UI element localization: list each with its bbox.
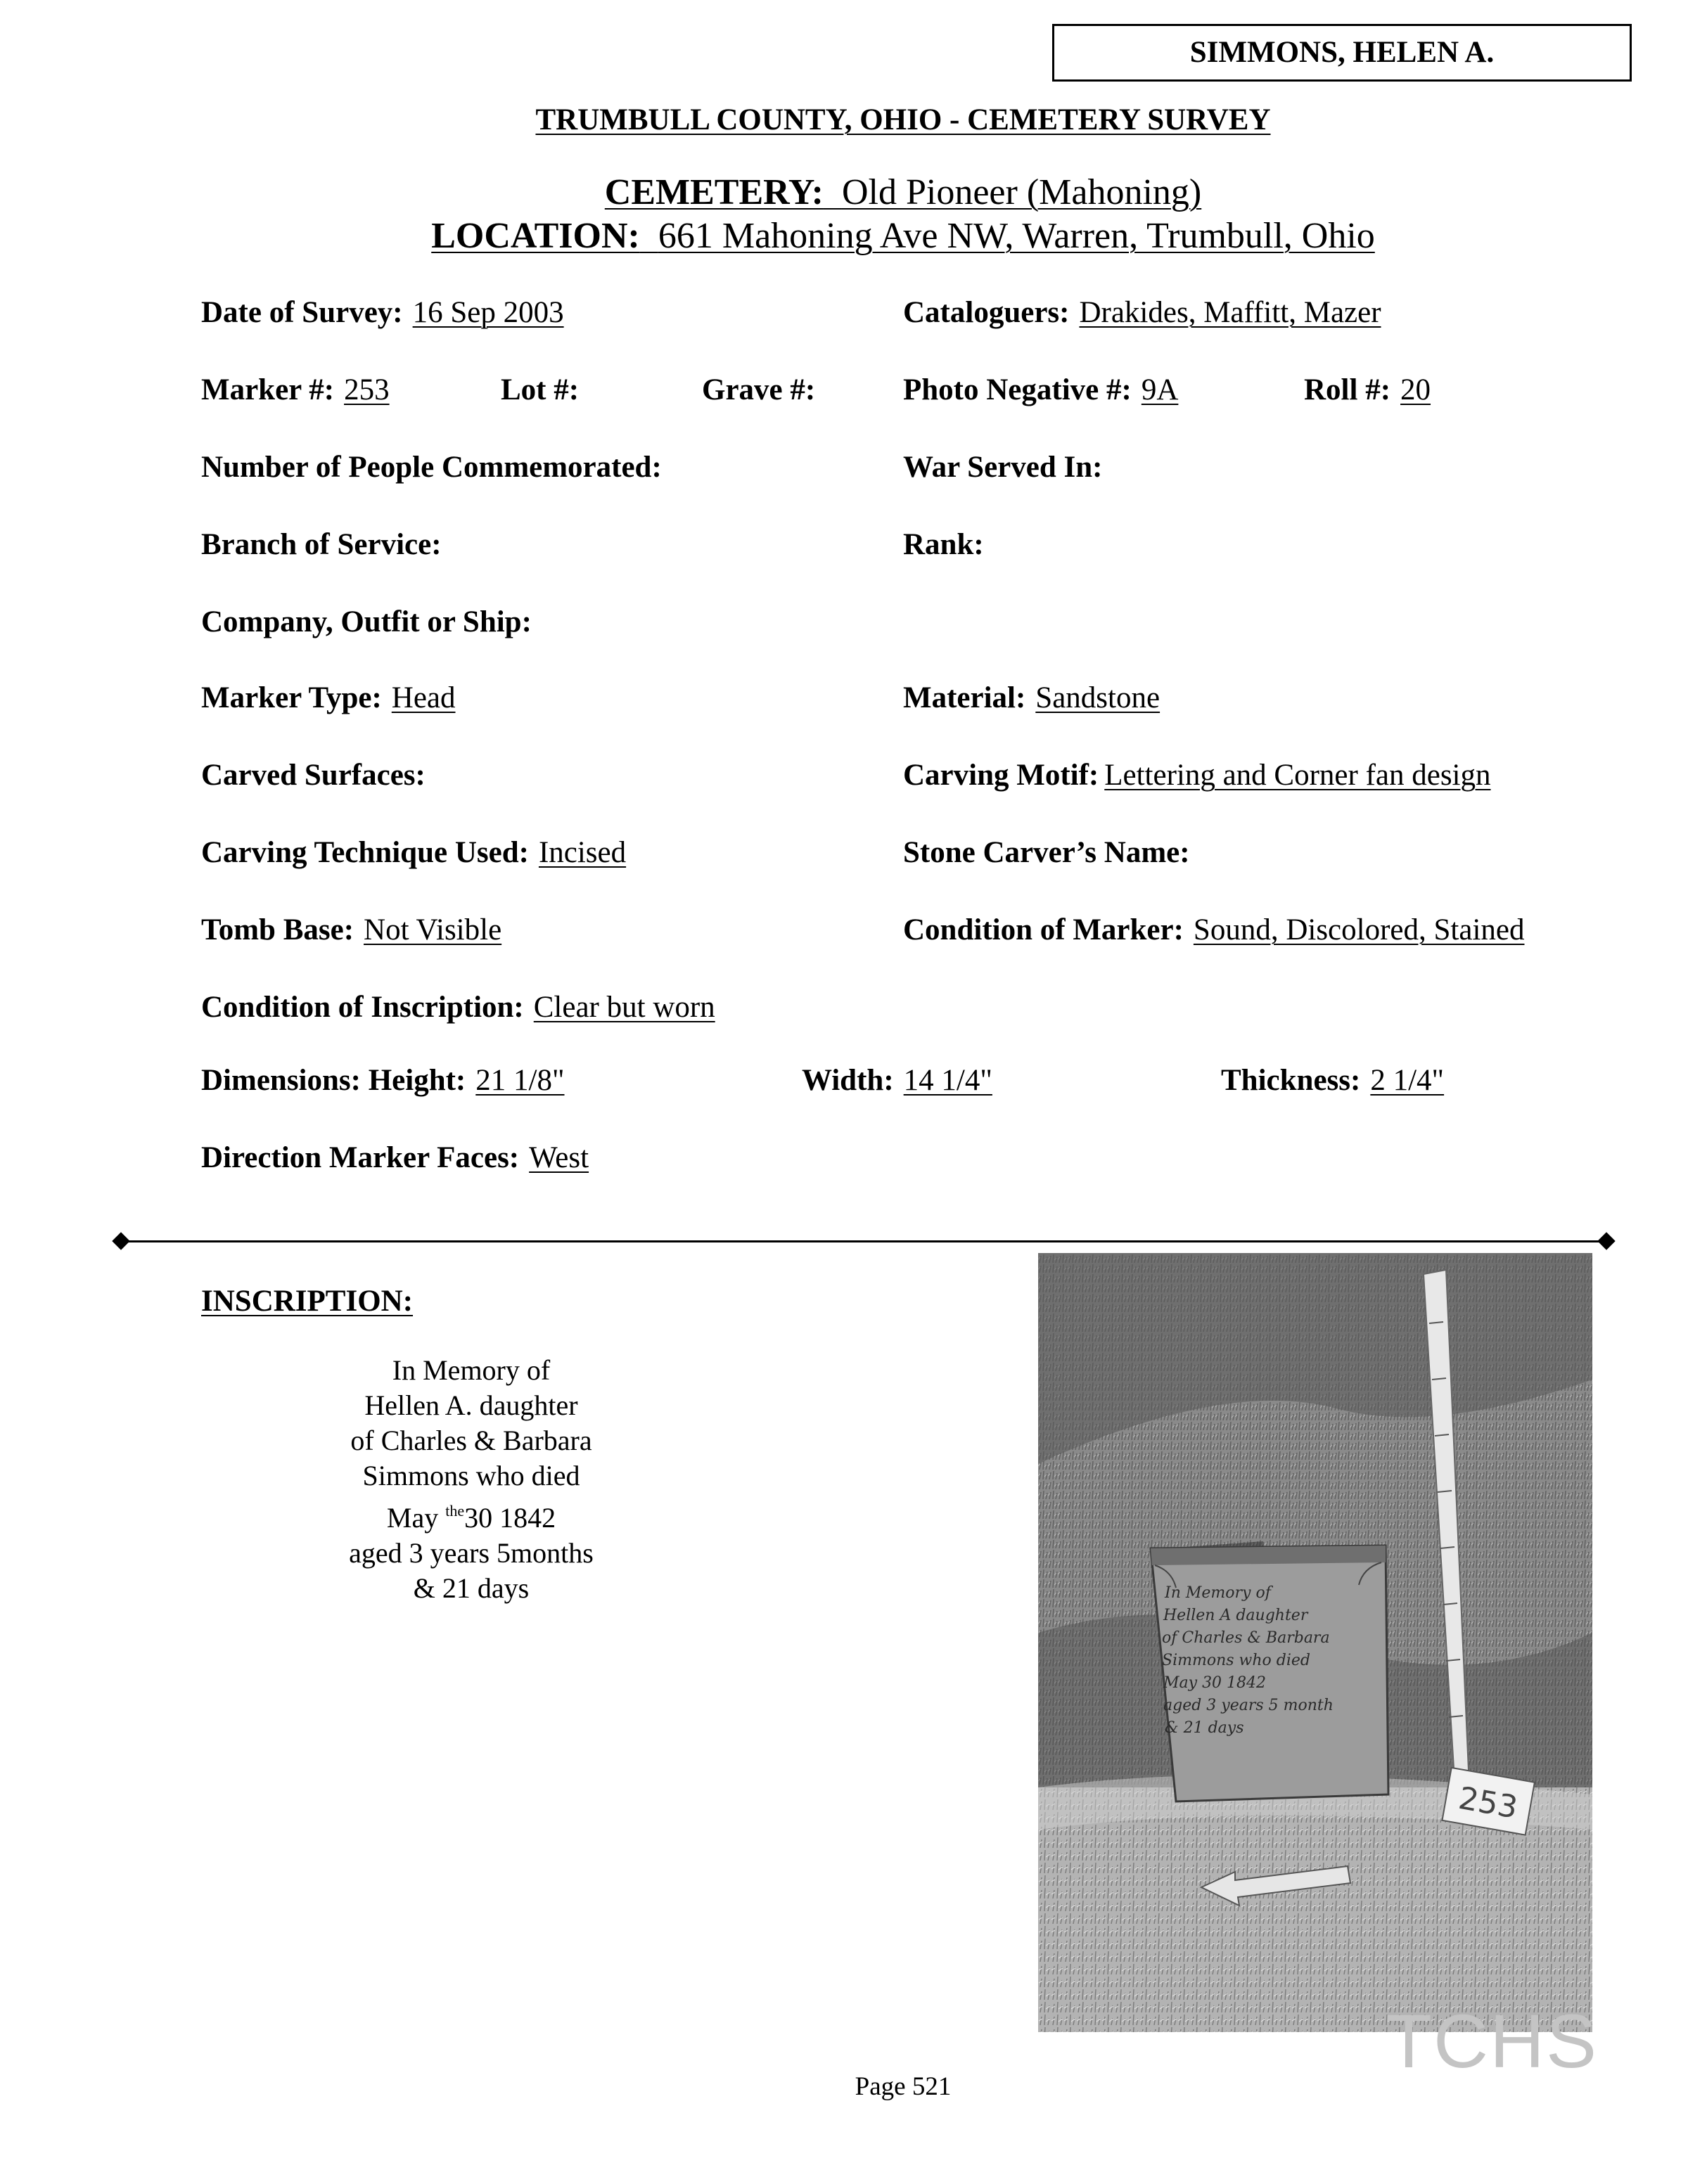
photo-negative-label: Photo Negative #: <box>903 373 1132 406</box>
carving-motif-value: Lettering and Corner fan design <box>1104 759 1491 792</box>
roll-number-field <box>1304 373 1431 407</box>
inscription-line: aged 3 years 5months <box>349 1537 594 1569</box>
location-line <box>0 215 1688 257</box>
condition-of-inscription-label: Condition of Inscription: <box>201 991 524 1024</box>
company-outfit-ship-label: Company, Outfit or Ship: <box>201 605 532 638</box>
company-outfit-ship-field <box>201 605 542 639</box>
dimensions-height-field <box>201 1063 565 1098</box>
stone-line: Simmons who died <box>1162 1652 1310 1669</box>
condition-of-marker-value: Sound, Discolored, Stained <box>1193 913 1525 946</box>
war-served-in-label: War Served In: <box>903 451 1103 484</box>
inscription-line: & 21 days <box>413 1572 530 1604</box>
section-divider <box>121 1240 1606 1242</box>
roll-number-label: Roll #: <box>1304 373 1391 406</box>
stone-line: May 30 1842 <box>1163 1674 1267 1692</box>
direction-marker-faces-value: West <box>529 1141 589 1174</box>
carving-motif-label: Carving Motif: <box>903 759 1099 792</box>
marker-number-field <box>201 373 390 407</box>
cataloguers-label: Cataloguers: <box>903 296 1070 329</box>
marker-type-value: Head <box>391 681 456 714</box>
date-of-survey-field <box>201 295 564 330</box>
survey-title: TRUMBULL COUNTY, OHIO - CEMETERY SURVEY <box>535 103 1271 136</box>
grave-number-field <box>702 373 825 407</box>
date-of-survey-value: 16 Sep 2003 <box>412 296 564 329</box>
condition-of-inscription-value: Clear but worn <box>533 991 715 1024</box>
branch-of-service-field <box>201 527 452 562</box>
marker-type-field <box>201 681 456 715</box>
stone-line: Hellen A daughter <box>1163 1607 1308 1624</box>
cemetery-line <box>0 172 1688 213</box>
cataloguers-value: Drakides, Maffitt, Mazer <box>1079 296 1381 329</box>
page-number: Page 521 <box>855 2072 952 2101</box>
stone-line: of Charles & Barbara <box>1162 1629 1330 1647</box>
divider-diamond-right-icon <box>1597 1232 1615 1250</box>
inscription-date-superscript: the <box>445 1502 465 1520</box>
condition-of-marker-label: Condition of Marker: <box>903 913 1184 946</box>
stone-carver-label: Stone Carver’s Name: <box>903 836 1190 869</box>
direction-marker-faces-label: Direction Marker Faces: <box>201 1141 520 1174</box>
cataloguers-field <box>903 295 1381 330</box>
dimensions-thickness-value: 2 1/4" <box>1370 1064 1445 1097</box>
lot-number-label: Lot #: <box>501 373 580 406</box>
photo-negative-field <box>903 373 1178 407</box>
marker-number-value: 253 <box>344 373 390 406</box>
inscription-line-date <box>260 1494 682 1536</box>
tchs-watermark: TCHS <box>1386 1998 1598 2083</box>
carving-motif-field <box>903 758 1491 792</box>
photo-negative-value: 9A <box>1141 373 1179 406</box>
record-name-box: SIMMONS, HELEN A. <box>1052 24 1632 82</box>
date-of-survey-label: Date of Survey: <box>201 296 403 329</box>
condition-of-inscription-field <box>201 990 715 1024</box>
marker-number-label: Marker #: <box>201 373 335 406</box>
carved-surfaces-field <box>201 758 435 792</box>
tomb-base-field <box>201 913 501 947</box>
lot-number-field <box>501 373 589 407</box>
branch-of-service-label: Branch of Service: <box>201 528 442 561</box>
carving-technique-label: Carving Technique Used: <box>201 836 529 869</box>
dimensions-width-value: 14 1/4" <box>903 1064 992 1097</box>
marker-number-tag: 253 <box>1455 1780 1521 1826</box>
headstone-photo <box>1038 1253 1592 2032</box>
inscription-line: of Charles & Barbara <box>350 1425 592 1456</box>
inscription-text <box>260 1353 682 1606</box>
dimensions-thickness-label: Thickness: <box>1221 1064 1361 1097</box>
material-label: Material: <box>903 681 1026 714</box>
marker-type-label: Marker Type: <box>201 681 382 714</box>
people-commemorated-label: Number of People Commemorated: <box>201 451 662 484</box>
location-value: 661 Mahoning Ave NW, Warren, Trumbull, Ohio <box>658 216 1375 256</box>
cemetery-label: CEMETERY: <box>604 172 824 212</box>
inscription-date-prefix: May <box>386 1502 446 1534</box>
divider-diamond-left-icon <box>112 1232 129 1250</box>
inscription-heading: INSCRIPTION: <box>201 1285 414 1318</box>
dimensions-height-label: Dimensions: Height: <box>201 1064 466 1097</box>
carving-technique-field <box>201 835 626 870</box>
inscription-date-suffix: 30 1842 <box>464 1502 556 1534</box>
rank-field <box>903 527 994 562</box>
inscription-line: In Memory of <box>392 1354 551 1386</box>
dimensions-width-label: Width: <box>802 1064 894 1097</box>
stone-line: & 21 days <box>1165 1719 1244 1737</box>
dimensions-width-field <box>802 1063 992 1098</box>
inscription-line: Simmons who died <box>362 1460 580 1491</box>
carving-technique-value: Incised <box>538 836 627 869</box>
dimensions-thickness-field <box>1221 1063 1444 1098</box>
direction-marker-faces-field <box>201 1141 589 1175</box>
roll-number-value: 20 <box>1400 373 1431 406</box>
stone-line: In Memory of <box>1165 1584 1271 1602</box>
people-commemorated-field <box>201 450 672 484</box>
headstone-photo-illustration <box>1038 1253 1592 2032</box>
material-value: Sandstone <box>1035 681 1160 714</box>
dimensions-height-value: 21 1/8" <box>475 1064 565 1097</box>
tomb-base-label: Tomb Base: <box>201 913 354 946</box>
tomb-base-value: Not Visible <box>364 913 502 946</box>
rank-label: Rank: <box>903 528 984 561</box>
material-field <box>903 681 1160 715</box>
grave-number-label: Grave #: <box>702 373 816 406</box>
cemetery-value: Old Pioneer (Mahoning) <box>841 172 1202 212</box>
carved-surfaces-label: Carved Surfaces: <box>201 759 426 792</box>
stone-line: aged 3 years 5 month <box>1163 1697 1334 1714</box>
war-served-in-field <box>903 450 1113 484</box>
stone-carver-field <box>903 835 1200 870</box>
location-label: LOCATION: <box>431 216 640 256</box>
condition-of-marker-field <box>903 913 1524 947</box>
inscription-line: Hellen A. daughter <box>364 1389 578 1421</box>
